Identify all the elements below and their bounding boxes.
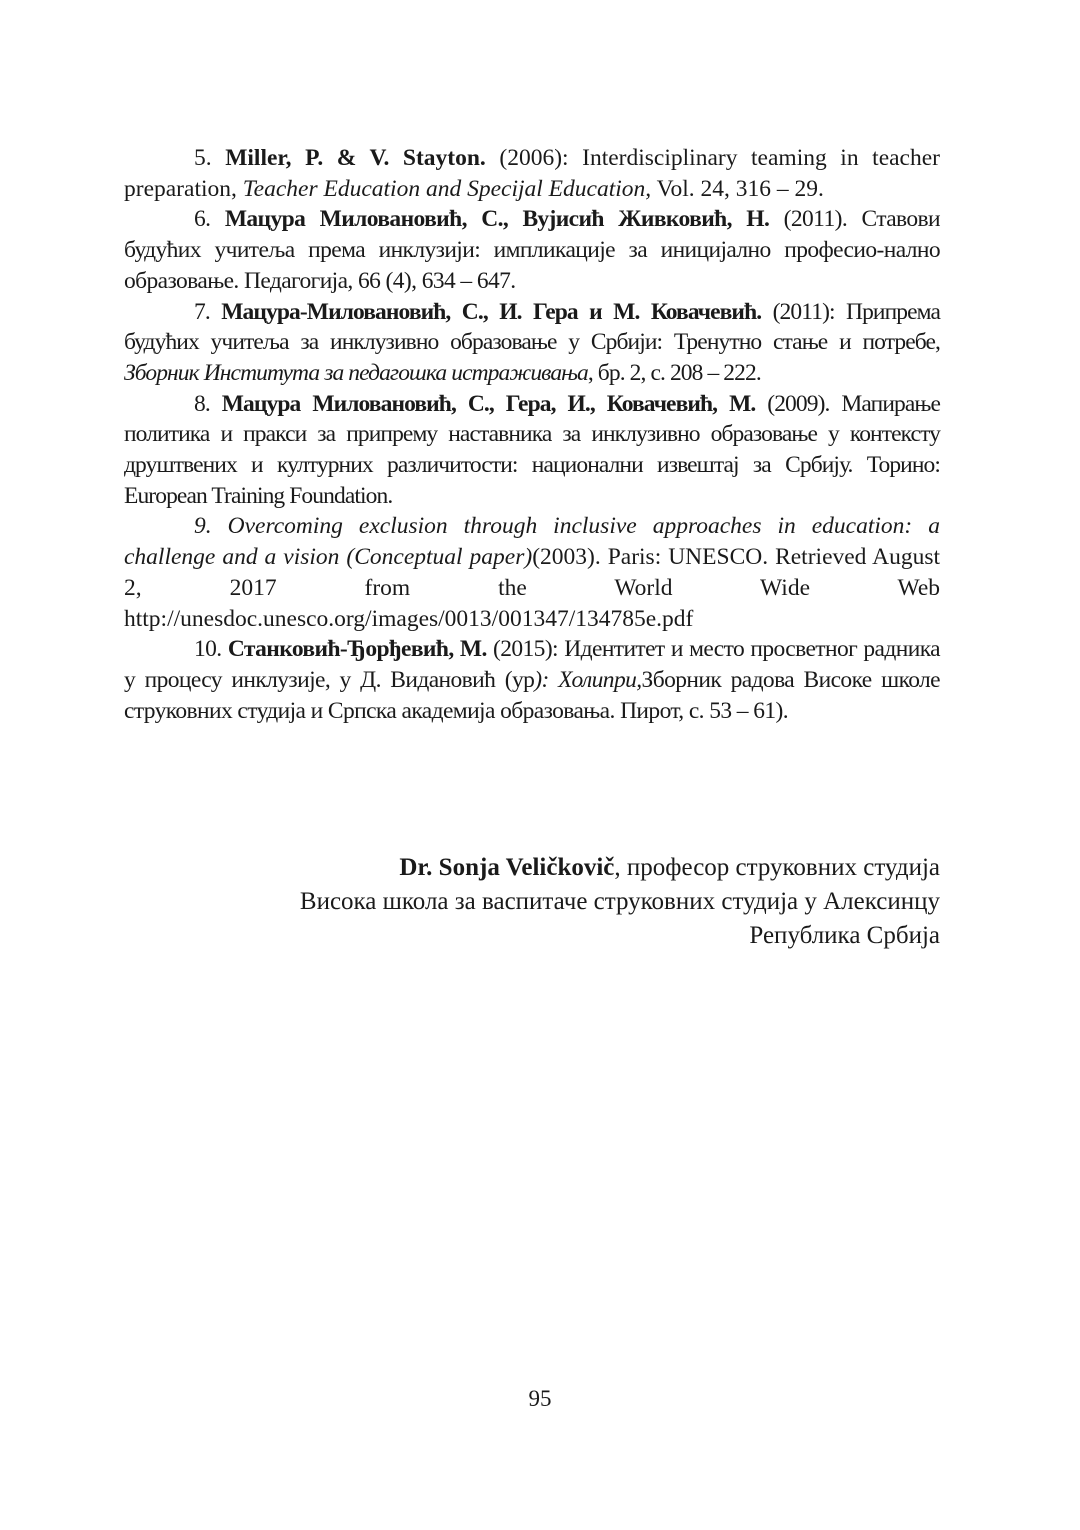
reference-source: Teacher Education and Specijal Education, bbox=[242, 175, 652, 202]
reference-item bbox=[124, 297, 940, 389]
signature-line bbox=[180, 851, 940, 885]
author-institution: Висока школа за васпитаче струковних студија у Алексинцу bbox=[299, 888, 940, 915]
reference-source: ): Холипри, bbox=[534, 666, 642, 693]
author-country: Република Србија bbox=[749, 922, 940, 949]
reference-number: 7. bbox=[194, 298, 210, 325]
reference-text: (2009). Мапирање политика и пракси за припрему наставника за инклузивно образовање у контексту друштвених и културних различитости: национални извештај за Србију. Торино: European Training Foundation. bbox=[124, 390, 940, 509]
reference-authors: Станковић-Ђорђевић, М. bbox=[227, 636, 487, 663]
reference-details: (2003). Paris: UNESCO. Retrieved August 2, 2017 from the World Wide Web http://unesdoc.unesco.org/images/0013/001347/134785e.pdf bbox=[124, 544, 941, 632]
reference-item bbox=[124, 511, 940, 634]
reference-source: Зборник Института за педагошка истраживања bbox=[124, 359, 588, 386]
reference-details: Vol. 24, 316 – 29. bbox=[651, 175, 824, 202]
reference-authors: Мацура Миловановић, С., Гера, И., Ковачевић, М. bbox=[221, 390, 756, 417]
reference-details: Зборник радова Високе школе струковних студија и Српска академија образовања. Пирот, с. 53 – 61). bbox=[124, 666, 940, 724]
references-list bbox=[124, 143, 940, 726]
reference-number: 9. bbox=[194, 513, 212, 540]
reference-number: 6. bbox=[194, 206, 211, 233]
reference-title: Overcoming exclusion through inclusive approaches in education: a challenge and a vision (Conceptual paper) bbox=[124, 513, 940, 571]
reference-details: , бр. 2, с. 208 – 222. bbox=[587, 359, 761, 386]
reference-item bbox=[124, 634, 940, 726]
author-title: , професор струковних студија bbox=[614, 854, 940, 881]
reference-authors: Мацура-Миловановић, С., И. Гера и М. Ковачевић. bbox=[221, 298, 762, 325]
reference-authors: Miller, P. & V. Stayton. bbox=[225, 145, 486, 171]
page-number: 95 bbox=[528, 1386, 552, 1411]
reference-text: (2011). Ставови будућих учитеља према инклузији: импликације за иницијално професио-нално образовање. Педагогија, 66 (4), 634 – 647. bbox=[124, 206, 940, 294]
reference-text: (2011): Припрема будућих учитеља за инклузивно образовање у Србији: Тренутно стање и потребе, bbox=[124, 298, 941, 356]
reference-text: (2006): Interdisciplinary teaming in teacher preparation, bbox=[124, 145, 940, 202]
reference-number: 5. bbox=[194, 145, 212, 171]
reference-authors: Мацура Миловановић, С., Вујисић Живковић, Н. bbox=[224, 206, 770, 233]
author-name: Dr. Sonja Veličkovič bbox=[399, 854, 615, 881]
reference-number: 8. bbox=[194, 390, 210, 417]
reference-item bbox=[124, 143, 940, 204]
reference-item bbox=[124, 204, 940, 296]
reference-item bbox=[124, 389, 940, 512]
reference-text: (2015): Идентитет и место просветног радника у процесу инклузије, у Д. Видановић (ур bbox=[124, 636, 940, 693]
author-signature bbox=[180, 851, 940, 953]
reference-number: 10. bbox=[194, 636, 222, 663]
